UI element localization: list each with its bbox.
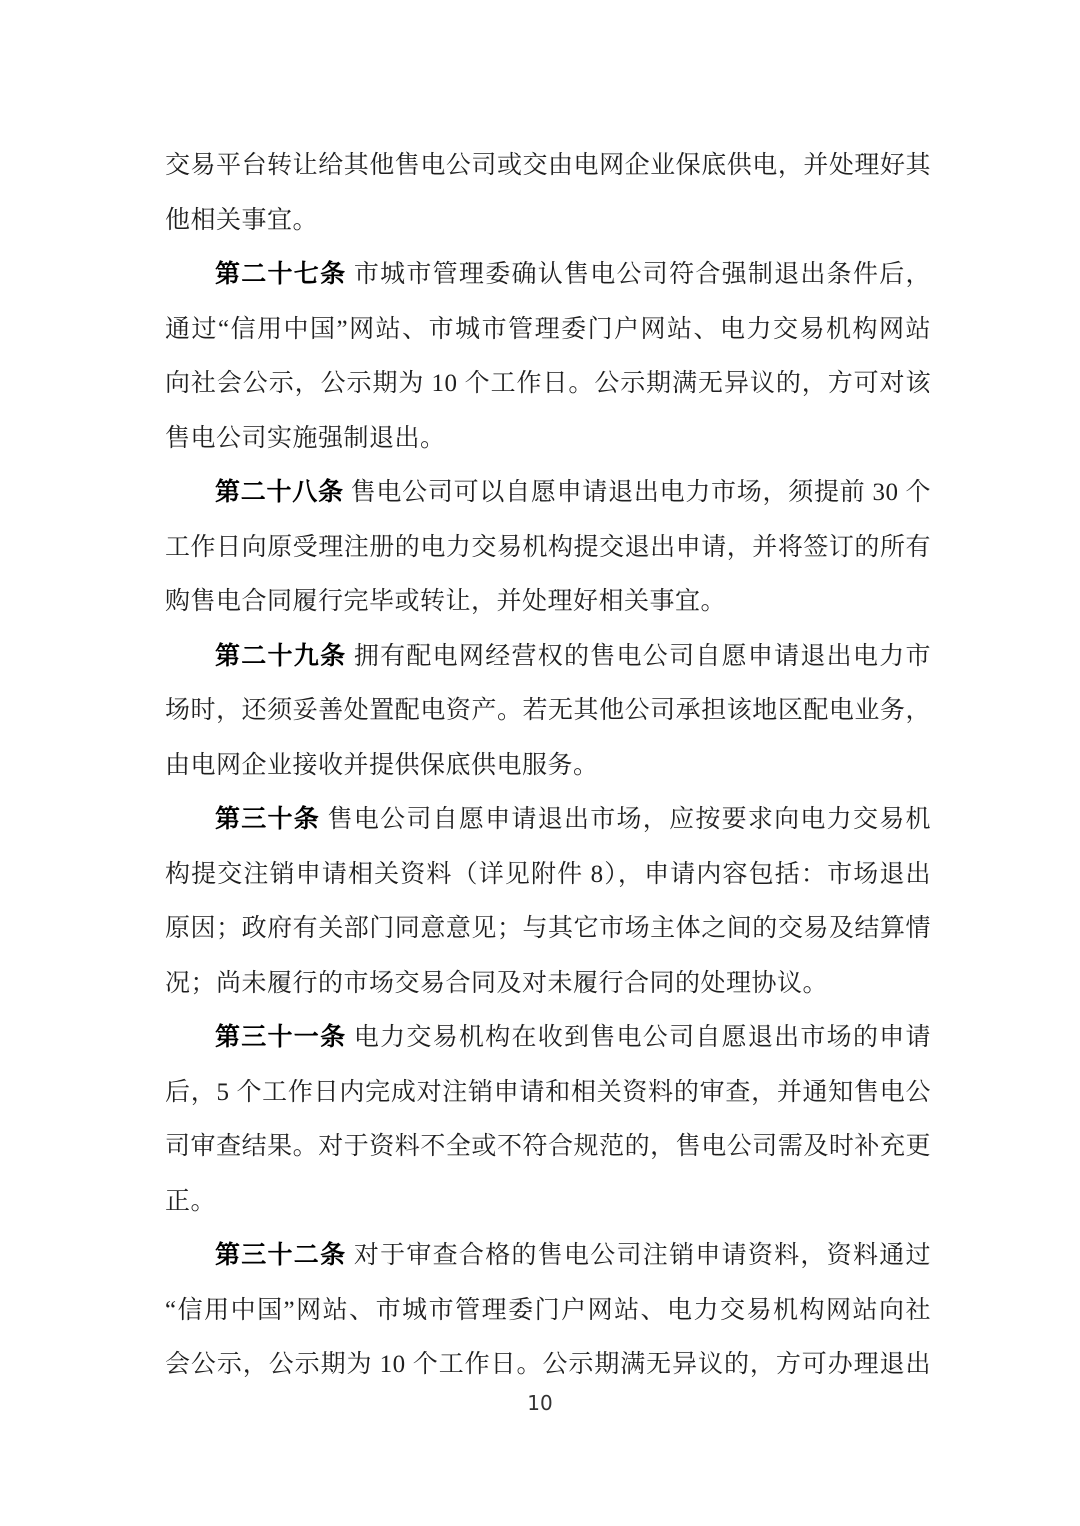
text-line: 通过“信用中国”网站、市城市管理委门户网站、电力交易机构网站 [165, 315, 931, 343]
text-line: 向社会公示，公示期为 10 个工作日。公示期满无异议的，方可对该 [165, 370, 931, 397]
article-number: 第三十二条 [215, 1242, 347, 1269]
text-line: 工作日向原受理注册的电力交易机构提交退出申请，并将签订的所有 [165, 533, 931, 561]
text-line: 他相关事宜。 [165, 206, 319, 234]
text-line: 由电网企业接收并提供保底供电服务。 [165, 751, 599, 779]
text-line: 购售电合同履行完毕或转让，并处理好相关事宜。 [165, 588, 727, 615]
text-line: 原因；政府有关部门同意意见；与其它市场主体之间的交易及结算情 [165, 915, 931, 942]
article-number: 第三十一条 [215, 1024, 347, 1051]
text-line: 售电公司实施强制退出。 [165, 424, 446, 452]
text-line: 第二十九条 拥有配电网经营权的售电公司自愿申请退出电力市 [215, 642, 931, 670]
text-line: 后，5 个工作日内完成对注销申请和相关资料的审查，并通知售电公 [165, 1078, 931, 1106]
text-line: 正。 [165, 1187, 217, 1215]
text-line: 况；尚未履行的市场交易合同及对未履行合同的处理协议。 [165, 969, 829, 997]
article-number: 第三十条 [215, 806, 321, 833]
page-number: 10 [527, 1391, 553, 1415]
text-line: 第二十八条 售电公司可以自愿申请退出电力市场，须提前 30 个 [215, 479, 931, 506]
text-line: 第三十一条 电力交易机构在收到售电公司自愿退出市场的申请 [215, 1024, 931, 1051]
text-line: 构提交注销申请相关资料（详见附件 8），申请内容包括：市场退出 [165, 860, 931, 888]
text-line: 第二十七条 市城市管理委确认售电公司符合强制退出条件后， [215, 261, 931, 288]
text-line: 司审查结果。对于资料不全或不符合规范的，售电公司需及时补充更 [165, 1133, 931, 1160]
article-number: 第二十九条 [215, 642, 347, 670]
text-line: 会公示，公示期为 10 个工作日。公示期满无异议的，方可办理退出 [165, 1351, 931, 1378]
article-number: 第二十八条 [215, 479, 344, 506]
text-line: 第三十条 售电公司自愿申请退出市场，应按要求向电力交易机 [215, 806, 931, 833]
document-body [165, 139, 931, 1393]
article-number: 第二十七条 [215, 261, 347, 288]
text-line: 第三十二条 对于审查合格的售电公司注销申请资料，资料通过 [215, 1242, 931, 1269]
text-line: 场时，还须妥善处置配电资产。若无其他公司承担该地区配电业务， [165, 697, 931, 724]
text-line: 交易平台转让给其他售电公司或交由电网企业保底供电，并处理好其 [165, 152, 931, 179]
text-line: “信用中国”网站、市城市管理委门户网站、电力交易机构网站向社 [165, 1296, 931, 1324]
